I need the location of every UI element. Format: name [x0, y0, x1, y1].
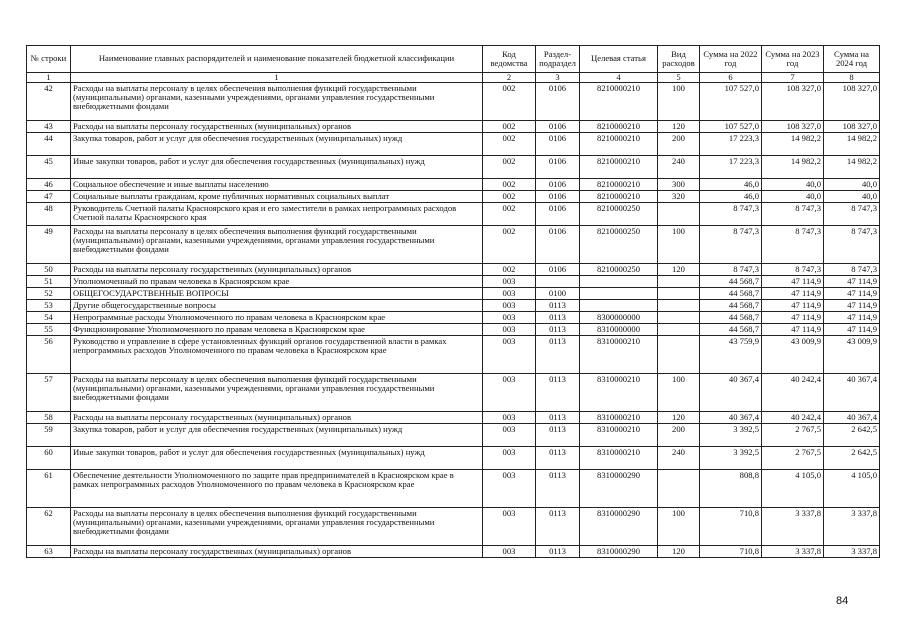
row-statya: 8310000210	[580, 412, 658, 424]
row-razdel: 0106	[536, 121, 580, 133]
table-row	[27, 156, 880, 179]
row-vedomstvo: 002	[483, 191, 536, 203]
row-razdel: 0106	[536, 264, 580, 276]
row-sum-2022: 44 568,7	[700, 276, 762, 288]
row-vid: 200	[658, 133, 700, 156]
row-sum-2023: 8 747,3	[762, 264, 824, 276]
row-sum-2023: 47 114,9	[762, 324, 824, 336]
row-sum-2024: 40,0	[824, 179, 880, 191]
row-statya: 8310000000	[580, 324, 658, 336]
row-sum-2024: 2 642,5	[824, 447, 880, 470]
row-name: Другие общегосударственные вопросы	[71, 300, 483, 312]
row-vid: 100	[658, 83, 700, 121]
table-row	[27, 470, 880, 508]
row-sum-2022: 44 568,7	[700, 312, 762, 324]
row-number: 63	[27, 546, 71, 558]
table-row	[27, 288, 880, 300]
row-sum-2022: 710,8	[700, 508, 762, 546]
row-name: Иные закупки товаров, работ и услуг для обеспечения государственных (муниципальных) нужд	[71, 447, 483, 470]
row-vid: 100	[658, 374, 700, 412]
row-vedomstvo: 003	[483, 276, 536, 288]
row-sum-2023: 40 242,4	[762, 374, 824, 412]
row-sum-2022: 8 747,3	[700, 264, 762, 276]
row-sum-2022: 44 568,7	[700, 300, 762, 312]
row-sum-2023: 108 327,0	[762, 121, 824, 133]
row-statya: 8310000210	[580, 447, 658, 470]
column-index: 8	[824, 73, 880, 83]
row-sum-2024: 3 337,8	[824, 508, 880, 546]
row-number: 56	[27, 336, 71, 374]
row-razdel: 0106	[536, 179, 580, 191]
row-name: Расходы на выплаты персоналу в целях обеспечения выполнения функций государственными (муниципальными) органами, казенными учреждениями, органами управления государственными внебюджетными фондами	[71, 508, 483, 546]
row-sum-2022: 17 223,3	[700, 133, 762, 156]
row-razdel: 0113	[536, 412, 580, 424]
row-name: Расходы на выплаты персоналу государственных (муниципальных) органов	[71, 264, 483, 276]
row-sum-2023: 3 337,8	[762, 546, 824, 558]
row-vedomstvo: 003	[483, 470, 536, 508]
row-razdel: 0113	[536, 470, 580, 508]
row-statya: 8310000290	[580, 546, 658, 558]
row-number: 51	[27, 276, 71, 288]
column-index: 3	[536, 73, 580, 83]
row-vid: 200	[658, 424, 700, 447]
table-row	[27, 312, 880, 324]
row-number: 53	[27, 300, 71, 312]
column-index: 4	[580, 73, 658, 83]
row-sum-2022: 44 568,7	[700, 324, 762, 336]
row-sum-2023: 8 747,3	[762, 226, 824, 264]
row-name: Расходы на выплаты персоналу в целях обеспечения выполнения функций государственными (муниципальными) органами, казенными учреждениями, органами управления государственными внебюджетными фондами	[71, 83, 483, 121]
row-number: 42	[27, 83, 71, 121]
table-row	[27, 121, 880, 133]
row-number: 44	[27, 133, 71, 156]
table-row	[27, 508, 880, 546]
row-sum-2023: 3 337,8	[762, 508, 824, 546]
row-sum-2024: 40 367,4	[824, 374, 880, 412]
row-sum-2022: 44 568,7	[700, 288, 762, 300]
row-sum-2024: 14 982,2	[824, 133, 880, 156]
row-razdel: 0106	[536, 191, 580, 203]
row-sum-2023: 14 982,2	[762, 156, 824, 179]
row-vedomstvo: 002	[483, 133, 536, 156]
row-sum-2022: 43 759,9	[700, 336, 762, 374]
row-sum-2024: 3 337,8	[824, 546, 880, 558]
row-razdel	[536, 276, 580, 288]
row-sum-2024: 8 747,3	[824, 203, 880, 226]
row-statya: 8310000210	[580, 374, 658, 412]
row-razdel: 0106	[536, 203, 580, 226]
row-name: Непрограммные расходы Уполномоченного по правам человека в Красноярском крае	[71, 312, 483, 324]
row-name: Закупка товаров, работ и услуг для обеспечения государственных (муниципальных) нужд	[71, 424, 483, 447]
row-name: Расходы на выплаты персоналу в целях обеспечения выполнения функций государственными (муниципальными) органами, казенными учреждениями, органами управления государственными внебюджетными фондами	[71, 374, 483, 412]
table-row	[27, 203, 880, 226]
row-vedomstvo: 002	[483, 121, 536, 133]
row-vid: 120	[658, 264, 700, 276]
row-statya: 8310000290	[580, 508, 658, 546]
row-statya	[580, 288, 658, 300]
row-sum-2024: 8 747,3	[824, 226, 880, 264]
row-statya: 8210000210	[580, 156, 658, 179]
row-sum-2024: 40 367,4	[824, 412, 880, 424]
column-index: 5	[658, 73, 700, 83]
header-sum-2023: Сумма на 2023 год	[762, 46, 824, 73]
row-number: 49	[27, 226, 71, 264]
page-number: 84	[836, 595, 849, 607]
row-sum-2022: 3 392,5	[700, 447, 762, 470]
table-row	[27, 546, 880, 558]
table-row	[27, 412, 880, 424]
column-index-row	[27, 73, 880, 83]
row-statya: 8300000000	[580, 312, 658, 324]
row-sum-2023: 47 114,9	[762, 288, 824, 300]
row-vedomstvo: 003	[483, 447, 536, 470]
table-row	[27, 83, 880, 121]
row-name: Иные закупки товаров, работ и услуг для обеспечения государственных (муниципальных) нужд	[71, 156, 483, 179]
row-razdel: 0113	[536, 300, 580, 312]
row-sum-2024: 108 327,0	[824, 121, 880, 133]
row-statya: 8210000210	[580, 191, 658, 203]
row-sum-2024: 47 114,9	[824, 324, 880, 336]
row-vid: 320	[658, 191, 700, 203]
row-vedomstvo: 003	[483, 300, 536, 312]
row-vid: 100	[658, 508, 700, 546]
row-vedomstvo: 003	[483, 412, 536, 424]
row-statya	[580, 276, 658, 288]
row-vid: 100	[658, 226, 700, 264]
row-razdel: 0113	[536, 324, 580, 336]
table-row	[27, 276, 880, 288]
row-vedomstvo: 002	[483, 83, 536, 121]
row-razdel: 0100	[536, 288, 580, 300]
row-sum-2024: 47 114,9	[824, 300, 880, 312]
header-vedomstvo: Код ведомства	[483, 46, 536, 73]
table-row	[27, 336, 880, 374]
row-name: Расходы на выплаты персоналу государственных (муниципальных) органов	[71, 121, 483, 133]
row-razdel: 0106	[536, 133, 580, 156]
row-sum-2022: 40 367,4	[700, 374, 762, 412]
row-sum-2022: 107 527,0	[700, 83, 762, 121]
row-vid	[658, 276, 700, 288]
row-sum-2024: 2 642,5	[824, 424, 880, 447]
table-row	[27, 179, 880, 191]
row-razdel: 0113	[536, 312, 580, 324]
row-sum-2023: 2 767,5	[762, 424, 824, 447]
row-vid: 120	[658, 412, 700, 424]
row-vid	[658, 300, 700, 312]
row-sum-2024: 4 105,0	[824, 470, 880, 508]
row-number: 57	[27, 374, 71, 412]
row-number: 52	[27, 288, 71, 300]
row-statya: 8210000250	[580, 264, 658, 276]
row-sum-2023: 47 114,9	[762, 276, 824, 288]
row-razdel: 0113	[536, 336, 580, 374]
row-vedomstvo: 002	[483, 179, 536, 191]
row-sum-2024: 47 114,9	[824, 288, 880, 300]
row-number: 60	[27, 447, 71, 470]
row-vid: 300	[658, 179, 700, 191]
row-vid	[658, 336, 700, 374]
row-name: Обеспечение деятельности Уполномоченного по защите прав предпринимателей в Красноярском крае в рамках непрограммных расходов Уполномоченного по правам человека в Красноярском крае	[71, 470, 483, 508]
row-razdel: 0113	[536, 546, 580, 558]
column-index: 6	[700, 73, 762, 83]
row-sum-2023: 40 242,4	[762, 412, 824, 424]
row-sum-2023: 43 009,9	[762, 336, 824, 374]
row-name: Руководитель Счетной палаты Красноярского края и его заместители в рамках непрограммных расходов Счетной палаты Красноярского края	[71, 203, 483, 226]
row-sum-2024: 108 327,0	[824, 83, 880, 121]
row-sum-2022: 17 223,3	[700, 156, 762, 179]
row-vid	[658, 288, 700, 300]
row-sum-2022: 46,0	[700, 191, 762, 203]
row-statya	[580, 300, 658, 312]
table-row	[27, 133, 880, 156]
row-statya: 8210000210	[580, 133, 658, 156]
row-sum-2023: 14 982,2	[762, 133, 824, 156]
row-vid: 120	[658, 546, 700, 558]
row-name: Расходы на выплаты персоналу государственных (муниципальных) органов	[71, 546, 483, 558]
row-statya: 8310000210	[580, 336, 658, 374]
row-name: Социальные выплаты гражданам, кроме публичных нормативных социальных выплат	[71, 191, 483, 203]
row-statya: 8210000210	[580, 121, 658, 133]
header-statya: Целевая статья	[580, 46, 658, 73]
row-sum-2024: 47 114,9	[824, 276, 880, 288]
table-row	[27, 374, 880, 412]
row-name: Уполномоченный по правам человека в Красноярском крае	[71, 276, 483, 288]
row-number: 54	[27, 312, 71, 324]
column-index: 2	[483, 73, 536, 83]
row-name: Социальное обеспечение и иные выплаты населению	[71, 179, 483, 191]
table-row	[27, 300, 880, 312]
row-razdel: 0106	[536, 156, 580, 179]
row-vedomstvo: 003	[483, 546, 536, 558]
row-name: Руководство и управление в сфере установленных функций органов государственной власти в рамках непрограммных расходов Уполномоченного по правам человека в Красноярском крае	[71, 336, 483, 374]
row-number: 43	[27, 121, 71, 133]
row-sum-2024: 8 747,3	[824, 264, 880, 276]
row-vedomstvo: 002	[483, 264, 536, 276]
row-razdel: 0106	[536, 226, 580, 264]
row-sum-2023: 47 114,9	[762, 300, 824, 312]
row-statya: 8210000250	[580, 226, 658, 264]
row-vedomstvo: 003	[483, 288, 536, 300]
row-name: Функционирование Уполномоченного по правам человека в Красноярском крае	[71, 324, 483, 336]
row-sum-2024: 14 982,2	[824, 156, 880, 179]
table-body	[27, 83, 880, 558]
row-name: ОБЩЕГОСУДАРСТВЕННЫЕ ВОПРОСЫ	[71, 288, 483, 300]
row-vedomstvo: 003	[483, 324, 536, 336]
row-vedomstvo: 003	[483, 374, 536, 412]
header-name: Наименование главных распорядителей и наименование показателей бюджетной классификации	[71, 46, 483, 73]
row-vedomstvo: 002	[483, 203, 536, 226]
row-number: 47	[27, 191, 71, 203]
row-vid	[658, 324, 700, 336]
row-number: 46	[27, 179, 71, 191]
row-sum-2023: 2 767,5	[762, 447, 824, 470]
column-index: 1	[27, 73, 71, 83]
row-razdel: 0113	[536, 424, 580, 447]
row-statya: 8210000210	[580, 83, 658, 121]
row-vid	[658, 203, 700, 226]
row-sum-2022: 8 747,3	[700, 203, 762, 226]
row-statya: 8310000290	[580, 470, 658, 508]
row-sum-2024: 47 114,9	[824, 312, 880, 324]
row-sum-2023: 8 747,3	[762, 203, 824, 226]
row-sum-2024: 43 009,9	[824, 336, 880, 374]
row-vid	[658, 312, 700, 324]
row-number: 55	[27, 324, 71, 336]
row-vedomstvo: 002	[483, 156, 536, 179]
table-row	[27, 226, 880, 264]
header-sum-2022: Сумма на 2022 год	[700, 46, 762, 73]
row-razdel: 0113	[536, 447, 580, 470]
table-row	[27, 264, 880, 276]
row-sum-2022: 107 527,0	[700, 121, 762, 133]
row-vid	[658, 470, 700, 508]
row-name: Расходы на выплаты персоналу государственных (муниципальных) органов	[71, 412, 483, 424]
row-sum-2023: 40,0	[762, 191, 824, 203]
column-index: 1	[71, 73, 483, 83]
row-vid: 240	[658, 447, 700, 470]
row-vedomstvo: 003	[483, 424, 536, 447]
row-sum-2023: 108 327,0	[762, 83, 824, 121]
row-vid: 120	[658, 121, 700, 133]
row-name: Закупка товаров, работ и услуг для обеспечения государственных (муниципальных) нужд	[71, 133, 483, 156]
row-sum-2022: 40 367,4	[700, 412, 762, 424]
table-row	[27, 191, 880, 203]
row-number: 61	[27, 470, 71, 508]
header-row	[27, 46, 880, 73]
budget-table	[26, 45, 880, 558]
table-row	[27, 324, 880, 336]
row-razdel: 0113	[536, 508, 580, 546]
row-sum-2022: 8 747,3	[700, 226, 762, 264]
row-sum-2022: 710,8	[700, 546, 762, 558]
header-sum-2024: Сумма на 2024 год	[824, 46, 880, 73]
row-number: 58	[27, 412, 71, 424]
row-sum-2022: 808,8	[700, 470, 762, 508]
row-number: 45	[27, 156, 71, 179]
row-statya: 8310000210	[580, 424, 658, 447]
column-index: 7	[762, 73, 824, 83]
row-name: Расходы на выплаты персоналу в целях обеспечения выполнения функций государственными (муниципальными) органами, казенными учреждениями, органами управления государственными внебюджетными фондами	[71, 226, 483, 264]
row-sum-2023: 40,0	[762, 179, 824, 191]
row-vedomstvo: 002	[483, 226, 536, 264]
header-razdel: Раздел-подраздел	[536, 46, 580, 73]
row-number: 62	[27, 508, 71, 546]
header-num: № строки	[27, 46, 71, 73]
table-row	[27, 424, 880, 447]
row-sum-2024: 40,0	[824, 191, 880, 203]
row-razdel: 0106	[536, 83, 580, 121]
row-vedomstvo: 003	[483, 336, 536, 374]
row-vedomstvo: 003	[483, 508, 536, 546]
row-number: 50	[27, 264, 71, 276]
row-sum-2023: 4 105,0	[762, 470, 824, 508]
header-vid: Вид расходов	[658, 46, 700, 73]
row-vid: 240	[658, 156, 700, 179]
row-sum-2022: 3 392,5	[700, 424, 762, 447]
row-razdel: 0113	[536, 374, 580, 412]
row-number: 59	[27, 424, 71, 447]
row-statya: 8210000250	[580, 203, 658, 226]
row-vedomstvo: 003	[483, 312, 536, 324]
table-row	[27, 447, 880, 470]
row-sum-2023: 47 114,9	[762, 312, 824, 324]
row-statya: 8210000210	[580, 179, 658, 191]
row-number: 48	[27, 203, 71, 226]
row-sum-2022: 46,0	[700, 179, 762, 191]
